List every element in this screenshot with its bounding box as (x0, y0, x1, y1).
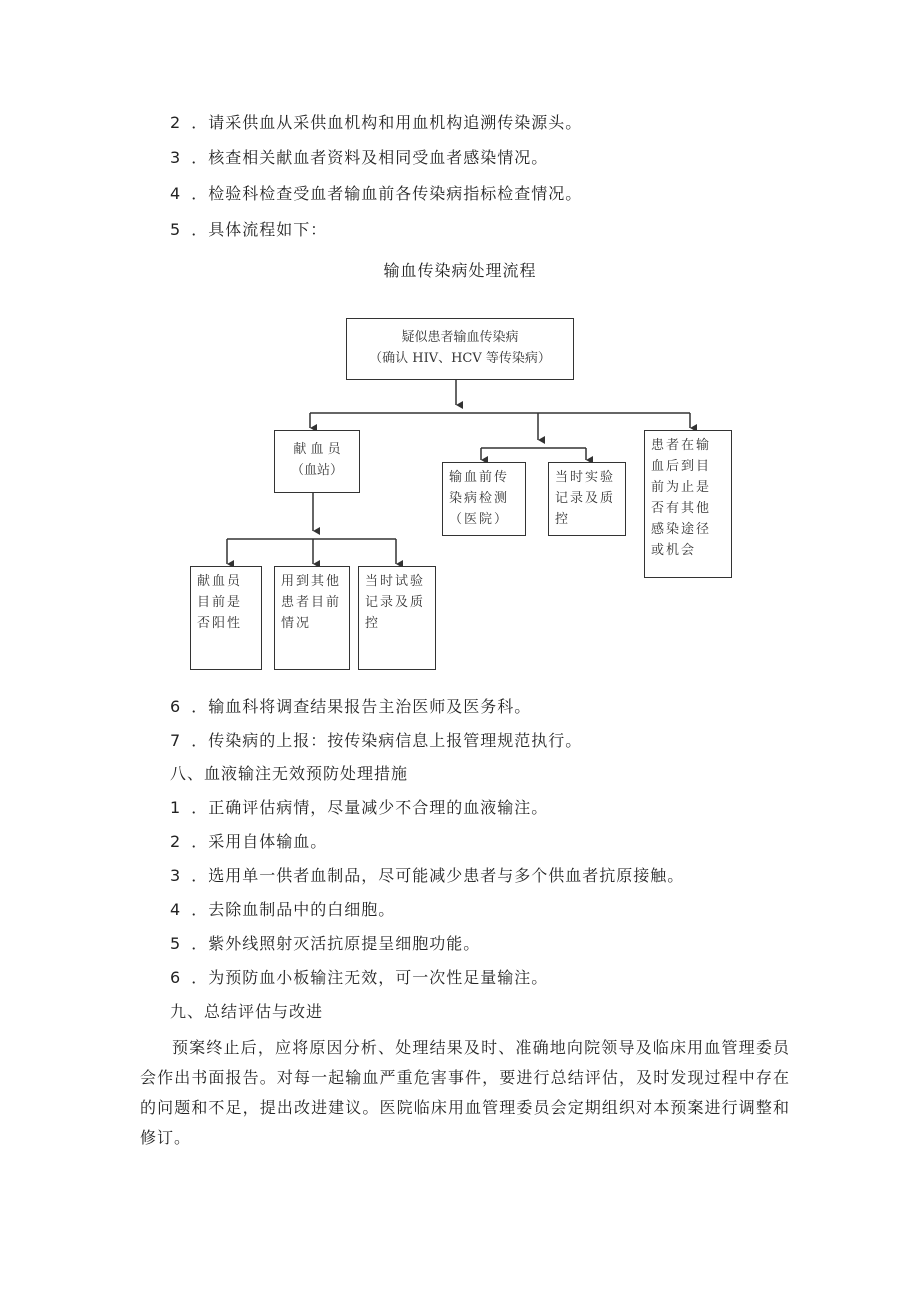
list-number: 1 (170, 798, 182, 817)
section-9-heading: 九、总结评估与改进 (170, 1002, 324, 1021)
list-item (170, 832, 327, 852)
list-item (170, 934, 480, 954)
list-text: ．选用单一供者血制品，尽可能减少患者与多个供血者抗原接触。 (191, 866, 685, 885)
list-text: ．为预防血小板输注无效，可一次性足量输注。 (191, 968, 549, 987)
list-number: 6 (170, 968, 182, 987)
flow-donor-box (274, 430, 360, 493)
flowchart-title: 输血传染病处理流程 (383, 261, 537, 280)
flow-root-line2: （确认 HIV、HCV 等传染病） (369, 351, 551, 366)
list-item (170, 731, 582, 751)
list-text: ．具体流程如下： (191, 220, 328, 239)
list-number: 5 (170, 220, 182, 239)
list-number: 3 (170, 866, 182, 885)
flow-donor-line2: （血站） (290, 463, 343, 478)
list-text: ．去除血制品中的白细胞。 (191, 900, 396, 919)
flow-donor-line1: 献 血 员 (293, 442, 341, 457)
flow-other-text: 患者在输血后到目前为止是否有其他感染途径或机会 (651, 438, 712, 558)
flow-root-line1: 疑似患者输血传染病 (401, 330, 519, 345)
list-number: 2 (170, 113, 182, 132)
flow-record2-box (358, 566, 436, 670)
flow-donor-positive-text: 献血员目前是否阳性 (197, 574, 243, 631)
list-text: ．输血科将调查结果报告主治医师及医务科。 (191, 697, 532, 716)
list-number: 3 (170, 148, 182, 167)
section-9-paragraph: 预案终止后，应将原因分析、处理结果及时、准确地向院领导及临床用血管理委员会作出书面报告。对每一起输血严重危害事件，要进行总结评估，及时发现过程中存在的问题和不足，提出改进建议。医院临床用血管理委员会定期组织对本预案进行调整和修订。 (140, 1038, 790, 1147)
list-text: ．紫外线照射灭活抗原提呈细胞功能。 (191, 934, 481, 953)
section-8-heading: 八、血液输注无效预防处理措施 (170, 764, 409, 783)
flow-other-box (644, 430, 732, 578)
list-item (170, 798, 548, 818)
list-number: 4 (170, 900, 182, 919)
list-text: ．采用自体输血。 (191, 832, 328, 851)
flow-record2-text: 当时试验记录及质控 (365, 574, 426, 631)
list-number: 7 (170, 731, 182, 750)
flow-record1-text: 当时实验记录及质控 (555, 470, 616, 527)
flow-donor-positive-box (190, 566, 262, 670)
list-item (170, 900, 395, 920)
list-text: ．检验科检查受血者输血前各传染病指标检查情况。 (191, 184, 583, 203)
flow-pretest-box (442, 462, 526, 536)
list-text: ．核查相关献血者资料及相同受血者感染情况。 (191, 148, 549, 167)
list-text: ．请采供血从采供血机构和用血机构追溯传染源头。 (191, 113, 583, 132)
list-number: 2 (170, 832, 182, 851)
list-item (170, 866, 684, 886)
flow-other-patients-text: 用到其他患者目前情况 (281, 574, 342, 631)
flow-other-patients-box (274, 566, 350, 670)
list-item (170, 968, 548, 988)
list-text: ．正确评估病情，尽量减少不合理的血液输注。 (191, 798, 549, 817)
list-text: ．传染病的上报：按传染病信息上报管理规范执行。 (191, 731, 583, 750)
list-number: 5 (170, 934, 182, 953)
list-number: 4 (170, 184, 182, 203)
flow-record1-box (548, 462, 626, 536)
flow-root-box (346, 318, 574, 380)
list-item (170, 697, 531, 717)
list-number: 6 (170, 697, 182, 716)
flow-pretest-text: 输血前传染病检测（医院） (449, 470, 510, 527)
